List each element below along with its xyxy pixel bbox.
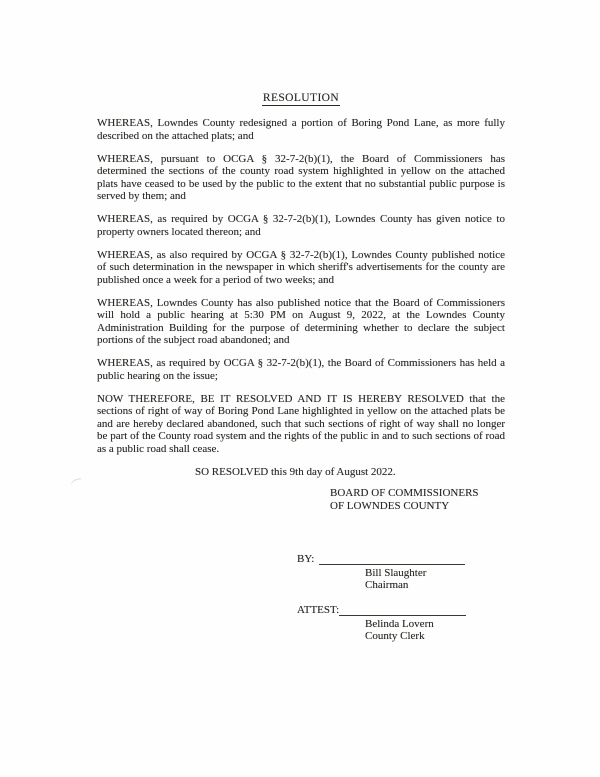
attest-signature-line xyxy=(339,604,466,616)
scan-smudge-mark xyxy=(70,477,84,488)
paragraph-whereas-3: WHEREAS, as required by OCGA § 32-7-2(b)(1), Lowndes County has given notice to property owners located thereon; and xyxy=(97,213,505,238)
board-line-1: BOARD OF COMMISSIONERS xyxy=(330,487,479,499)
by-signatory-name: Bill Slaughter xyxy=(365,567,427,579)
board-block xyxy=(330,487,505,513)
paragraph-whereas-4: WHEREAS, as also required by OCGA § 32-7-2(b)(1), Lowndes County published notice of such determination in the newspaper in which sheriff's advertisements for the county are published once a week for a period of two weeks; and xyxy=(97,248,505,286)
signature-row-attest xyxy=(297,604,505,616)
so-resolved-line: SO RESOLVED this 9th day of August 2022. xyxy=(195,465,396,478)
by-signatory-title: Chairman xyxy=(365,579,409,591)
paragraph-whereas-5: WHEREAS, Lowndes County has also published notice that the Board of Commissioners will hold a public hearing at 5:30 PM on August 9, 2022, at the Lowndes County Administration Building for the purpose of determining whether to declare the subject portions of the subject road abandoned; and xyxy=(97,296,505,346)
signature-row-by xyxy=(297,553,505,565)
document-title xyxy=(97,92,505,106)
paragraph-whereas-2: WHEREAS, pursuant to OCGA § 32-7-2(b)(1), the Board of Commissioners has determined the sections of the county road system highlighted in yellow on the attached plats have ceased to be used by the public to the extent that no substantial public purpose is served by them; and xyxy=(97,152,505,202)
board-line-2: OF LOWNDES COUNTY xyxy=(330,500,450,512)
signature-block xyxy=(297,553,505,642)
by-signatory xyxy=(365,567,505,591)
attest-signatory-name: Belinda Lovern xyxy=(365,618,434,630)
paragraph-whereas-1: WHEREAS, Lowndes County redesigned a portion of Boring Pond Lane, as more fully described on the attached plats; and xyxy=(97,117,505,142)
paragraph-whereas-6: WHEREAS, as required by OCGA § 32-7-2(b)(1), the Board of Commissioners has held a public hearing on the issue; xyxy=(97,357,505,382)
attest-signatory xyxy=(365,618,505,642)
document-title-text: RESOLUTION xyxy=(262,92,340,104)
attest-signatory-title: County Clerk xyxy=(365,630,425,642)
attest-label: ATTEST: xyxy=(297,604,340,616)
document-body xyxy=(97,92,505,642)
by-signature-line xyxy=(319,553,465,565)
by-label: BY: xyxy=(297,553,315,565)
paragraph-resolution: NOW THEREFORE, BE IT RESOLVED AND IT IS HEREBY RESOLVED that the sections of right of way of Boring Pond Lane highlighted in yellow on the attached plats be and are hereby declared abandoned, such that such sections of right of way shall no longer be part of the County road system and the rights of the public in and to such sections of road as a public road shall cease. xyxy=(97,392,505,455)
